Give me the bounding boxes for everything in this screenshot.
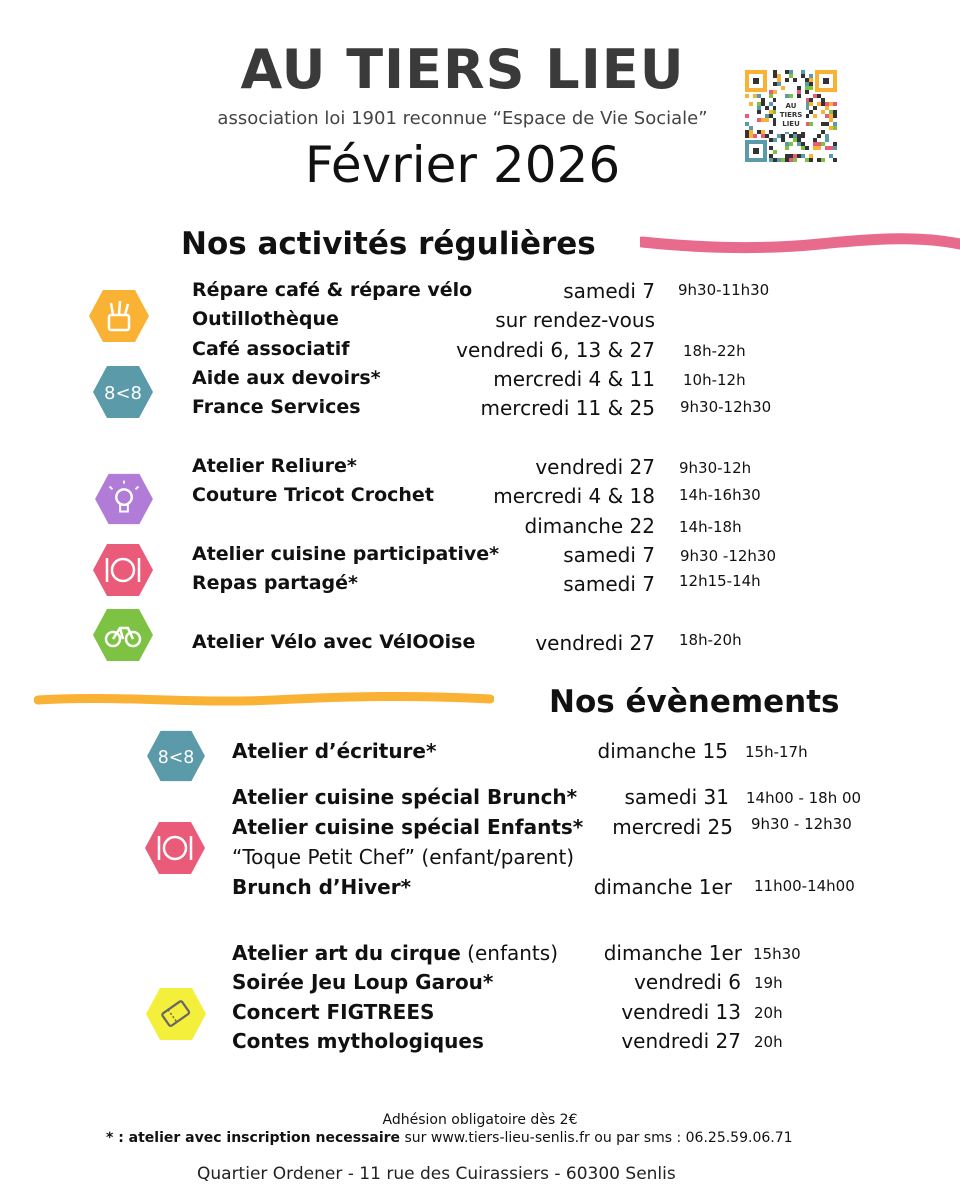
people-network-icon: [145, 729, 207, 783]
event-time: 15h-17h: [745, 743, 808, 761]
event-name: [232, 941, 558, 965]
ticket-icon: [144, 986, 208, 1042]
event-name: [232, 970, 493, 994]
svg-text:8<8: 8<8: [157, 747, 195, 768]
bicycle-icon: [91, 607, 155, 663]
event-name-text: Atelier cuisine spécial Brunch*: [232, 785, 578, 809]
activity-time: 18h-22h: [683, 342, 746, 360]
activity-day: vendredi 27: [535, 455, 655, 479]
activity-time: 9h30-12h30: [680, 398, 772, 416]
event-day: vendredi 13: [621, 1000, 741, 1024]
activity-time: 18h-20h: [679, 631, 742, 649]
event-name: [232, 815, 583, 839]
activity-day: samedi 7: [563, 279, 655, 303]
svg-text:LIEU: LIEU: [782, 120, 800, 128]
event-day: mercredi 25: [612, 815, 733, 839]
activity-time: 14h-18h: [679, 518, 742, 536]
activity-name: Atelier cuisine participative*: [192, 543, 500, 565]
regular-activities-title: Nos activités régulières: [181, 226, 596, 262]
event-name: [232, 1000, 434, 1024]
svg-text:8<8: 8<8: [104, 383, 142, 404]
lightbulb-icon: [93, 472, 155, 526]
plate-cutlery-icon: [143, 820, 207, 876]
activity-day: mercredi 11 & 25: [480, 396, 655, 420]
activity-time: 9h30 -12h30: [680, 547, 776, 565]
svg-text:TIERS: TIERS: [779, 111, 803, 119]
association-subtitle: association loi 1901 reconnue “Espace de Vie Sociale”: [217, 108, 708, 129]
activity-time: 10h-12h: [683, 371, 746, 389]
activity-day: samedi 7: [563, 543, 655, 567]
activity-name: Repas partagé*: [192, 572, 358, 594]
yellow-wave-decoration: [34, 690, 494, 712]
activity-time: 9h30-11h30: [678, 281, 770, 299]
activity-name: Café associatif: [192, 338, 350, 360]
event-time: 11h00-14h00: [754, 877, 855, 895]
activity-day: mercredi 4 & 11: [493, 367, 655, 391]
registration-note: [106, 1130, 793, 1146]
people-network-icon: [91, 364, 155, 420]
event-subtitle: “Toque Petit Chef” (enfant/parent): [232, 845, 575, 869]
event-time: 20h: [754, 1004, 783, 1022]
event-name-text: Concert FIGTREES: [232, 1000, 435, 1024]
activity-name: Couture Tricot Crochet: [192, 484, 434, 506]
event-time: 9h30 - 12h30: [751, 815, 852, 833]
activity-name: France Services: [192, 396, 361, 418]
activity-time: 12h15-14h: [679, 572, 761, 590]
event-day: dimanche 1er: [593, 875, 732, 899]
svg-text:AU: AU: [785, 102, 797, 110]
event-name-text: Atelier cuisine spécial Enfants*: [232, 815, 584, 839]
activity-name: Aide aux devoirs*: [192, 367, 381, 389]
pink-wave-decoration: [640, 232, 960, 256]
qr-code-icon: [745, 70, 837, 162]
event-time: 15h30: [753, 945, 801, 963]
registration-contact: sur www.tiers-lieu-senlis.fr ou par sms : 06.25.59.06.71: [400, 1130, 793, 1146]
event-day: dimanche 1er: [603, 941, 742, 965]
address: Quartier Ordener - 11 rue des Cuirassiers - 60300 Senlis: [197, 1164, 676, 1184]
event-name-text: Atelier art du cirque: [232, 941, 461, 965]
activity-day: mercredi 4 & 18: [493, 484, 655, 508]
event-name: [232, 739, 436, 763]
month-title: Février 2026: [304, 136, 621, 194]
event-name-extra: (enfants): [460, 941, 558, 965]
activity-day: samedi 7: [563, 572, 655, 596]
event-name: [232, 875, 411, 899]
event-day: samedi 31: [624, 785, 729, 809]
events-title: Nos évènements: [549, 684, 840, 720]
registration-note-bold: * : atelier avec inscription necessaire: [106, 1130, 401, 1146]
activity-name: Répare café & répare vélo: [192, 279, 473, 301]
event-name-text: Contes mythologiques: [232, 1029, 484, 1053]
event-name-text: Brunch d’Hiver*: [232, 875, 412, 899]
event-day: dimanche 15: [597, 739, 728, 763]
event-time: 14h00 - 18h 00: [746, 789, 862, 807]
tools-icon: [87, 288, 151, 344]
activity-time: 14h-16h30: [679, 486, 761, 504]
activity-name: Outillothèque: [192, 308, 339, 330]
brand-title: AU TIERS LIEU: [240, 38, 685, 101]
event-time: 20h: [754, 1033, 783, 1051]
event-name: [232, 785, 577, 809]
activity-day: vendredi 27: [535, 631, 655, 655]
activity-day: sur rendez-vous: [495, 308, 655, 332]
event-name-text: Atelier d’écriture*: [232, 739, 437, 763]
event-day: vendredi 27: [621, 1029, 741, 1053]
membership-note: Adhésion obligatoire dès 2€: [382, 1112, 578, 1128]
activity-name: Atelier Reliure*: [192, 455, 357, 477]
event-name: [232, 1029, 484, 1053]
qr-code[interactable]: [745, 70, 837, 162]
activity-day: vendredi 6, 13 & 27: [456, 338, 655, 362]
event-name-text: Soirée Jeu Loup Garou*: [232, 970, 494, 994]
activity-name: Atelier Vélo avec VélOOise: [192, 631, 476, 653]
event-time: 19h: [754, 974, 783, 992]
plate-cutlery-icon: [91, 542, 155, 598]
activity-day: dimanche 22: [524, 514, 655, 538]
event-day: vendredi 6: [634, 970, 741, 994]
activity-time: 9h30-12h: [679, 459, 752, 477]
